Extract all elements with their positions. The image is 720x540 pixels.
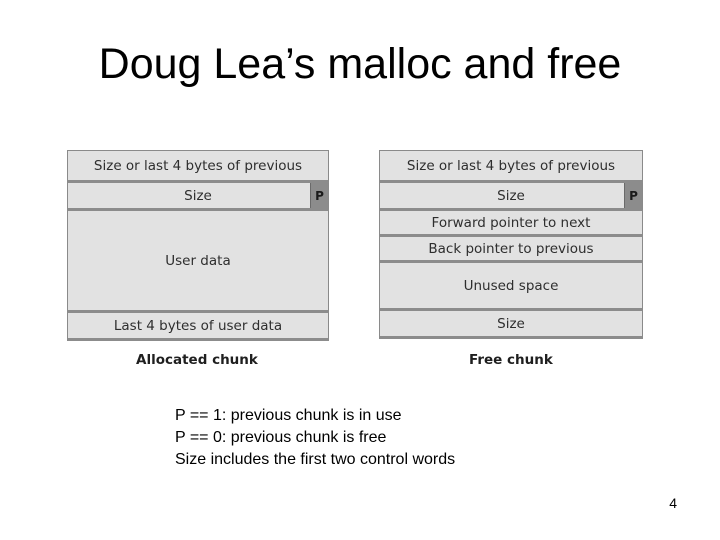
free-row-size-label: Size [497, 187, 525, 204]
alloc-row-prev-size-label: Size or last 4 bytes of previous [93, 157, 303, 174]
free-row-back-pointer-label: Back pointer to previous [428, 240, 594, 257]
free-chunk-diagram [379, 150, 643, 339]
free-row-forward-pointer-label: Forward pointer to next [431, 214, 591, 231]
alloc-row-size-label: Size [184, 187, 212, 204]
free-row-prev-size [380, 151, 643, 183]
notes-list [175, 405, 455, 471]
free-row-trailing-size [380, 311, 643, 339]
alloc-row-last-bytes [68, 313, 329, 341]
note-line: Size includes the first two control words [175, 451, 456, 468]
note-line: P == 0: previous chunk is free [175, 429, 387, 446]
free-prev-in-use-flag: P [624, 183, 642, 208]
free-row-size [380, 183, 643, 211]
free-row-unused-space [380, 263, 643, 311]
alloc-row-prev-size [68, 151, 329, 183]
alloc-row-user-data [68, 211, 329, 313]
free-row-prev-size-label: Size or last 4 bytes of previous [406, 157, 616, 174]
allocated-chunk-caption: Allocated chunk [136, 352, 258, 368]
free-row-back-pointer [380, 237, 643, 263]
free-row-forward-pointer [380, 211, 643, 237]
note-line: P == 1: previous chunk is in use [175, 407, 402, 424]
free-row-unused-space-label: Unused space [463, 277, 559, 294]
alloc-row-size [68, 183, 329, 211]
alloc-row-last-bytes-label: Last 4 bytes of user data [113, 317, 283, 334]
alloc-prev-in-use-flag: P [310, 183, 328, 208]
page-number: 4 [669, 495, 677, 511]
allocated-chunk-diagram [67, 150, 329, 341]
slide-title: Doug Lea’s malloc and free [98, 40, 622, 88]
free-row-trailing-size-label: Size [497, 315, 525, 332]
free-chunk-caption: Free chunk [469, 352, 553, 368]
alloc-row-user-data-label: User data [165, 252, 231, 269]
